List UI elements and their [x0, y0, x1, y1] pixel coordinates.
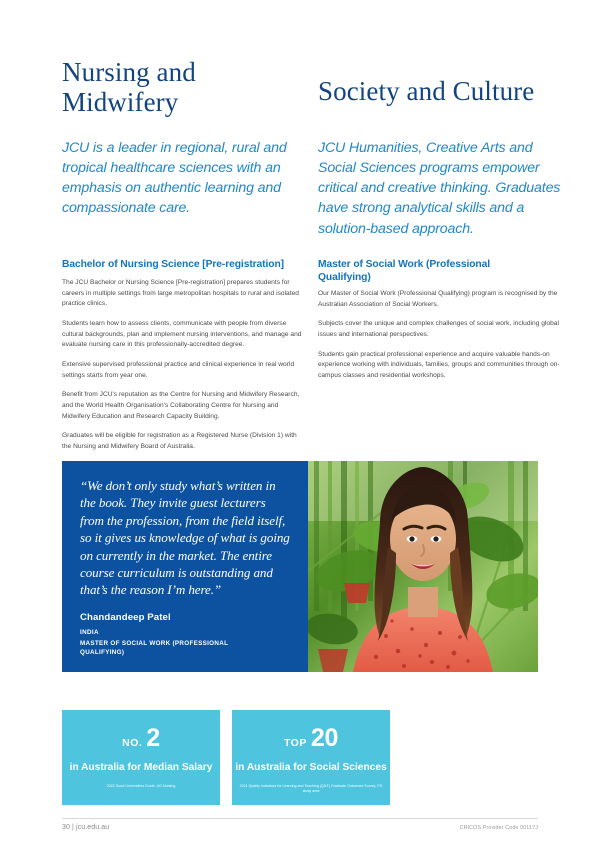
testimonial-quote: “We don’t only study what’s written in the book. They invite guest lecturers from the profession, from the field itself, so it gives us knowledge of what is going on currently in the market. The entire course curriculum is outstanding and that’s the reason I’m here.” — [80, 478, 290, 598]
stat-description: in Australia for Median Salary — [69, 762, 213, 773]
testimonial-panel — [62, 461, 308, 672]
stat-card-median-salary — [62, 710, 220, 805]
program-body-bachelor-nursing-science — [62, 278, 305, 462]
program-title-bachelor-nursing-science: Bachelor of Nursing Science [Pre-registration] — [62, 259, 284, 270]
stat-source: 2022 Good Universities Guide, UG Nursing — [106, 783, 176, 788]
stat-value: 2 — [146, 724, 160, 752]
program-paragraph: Graduates will be eligible for registration as a Registered Nurse (Division 1) with the Nursing and Midwifery Board of Australia. — [62, 432, 297, 451]
stat-headline — [62, 724, 220, 753]
stat-value: 20 — [310, 724, 339, 752]
stat-prefix: TOP — [283, 737, 307, 749]
program-paragraph: The JCU Bachelor or Nursing Science [Pre-registration] prepares students for careers in multiple settings from large metropolitan hospitals to rural and isolated practice clinics. — [62, 279, 299, 308]
program-paragraph: Our Master of Social Work (Professional Qualifying) program is recognised by the Australian Association of Social Workers. — [318, 290, 558, 308]
testimonial-student-program: MASTER OF SOCIAL WORK (PROFESSIONAL QUALIFYING) — [80, 639, 229, 656]
stat-prefix: NO. — [122, 737, 143, 749]
program-paragraph: Students learn how to assess clients, communicate with people from diverse cultural backgrounds, plan and implement nursing interventions, and manage and evaluate nursing care in this professionally-accredited degree. — [62, 320, 302, 349]
stat-description: in Australia for Social Sciences — [235, 762, 387, 773]
page-title-nursing-midwifery: Nursing and Midwifery — [62, 57, 196, 118]
intro-paragraph-nursing-midwifery: JCU is a leader in regional, rural and tropical healthcare sciences with an emphasis on authentic learning and compassionate care. — [62, 140, 287, 217]
page-title-society-culture: Society and Culture — [318, 76, 535, 106]
stat-card-social-sciences — [232, 710, 390, 805]
program-paragraph: Students gain practical professional experience and acquire valuable hands-on experience working with individuals, families, groups and communities through on-campus classes and residential workshops. — [318, 350, 560, 380]
intro-paragraph-society-culture: JCU Humanities, Creative Arts and Social Sciences programs empower critical and creative thinking. Graduates have strong analytical skills and a solution-based approach. — [318, 140, 561, 237]
footer-page-and-url: 30 | jcu.edu.au — [62, 824, 110, 831]
program-body-master-social-work — [318, 289, 561, 391]
testimonial-student-photo — [308, 461, 538, 672]
footer-cricos-code: CRICOS Provider Code 00117J — [459, 825, 538, 831]
program-paragraph: Extensive supervised professional practice and clinical experience in real world settings starts from year one. — [62, 361, 295, 379]
testimonial-student-country: INDIA — [80, 628, 99, 636]
footer-divider — [62, 818, 538, 819]
program-paragraph: Subjects cover the unique and complex challenges of social work, including global issues and international perspectives. — [318, 320, 559, 339]
program-paragraph: Benefit from JCU's reputation as the Centre for Nursing and Midwifery Research, and the World Health Organisation's Collaborating Centre for Nursing and Midwifery Education and Research Capacity Building. — [62, 391, 300, 420]
stat-source: 2021 Quality Indicators for Learning and Teaching (QILT) Graduate Outcomes Survey, PG study area — [239, 783, 383, 794]
testimonial-student-name: Chandandeep Patel — [80, 611, 171, 623]
stat-headline — [232, 724, 390, 753]
program-title-master-social-work: Master of Social Work (Professional Qualifying) — [318, 259, 490, 284]
